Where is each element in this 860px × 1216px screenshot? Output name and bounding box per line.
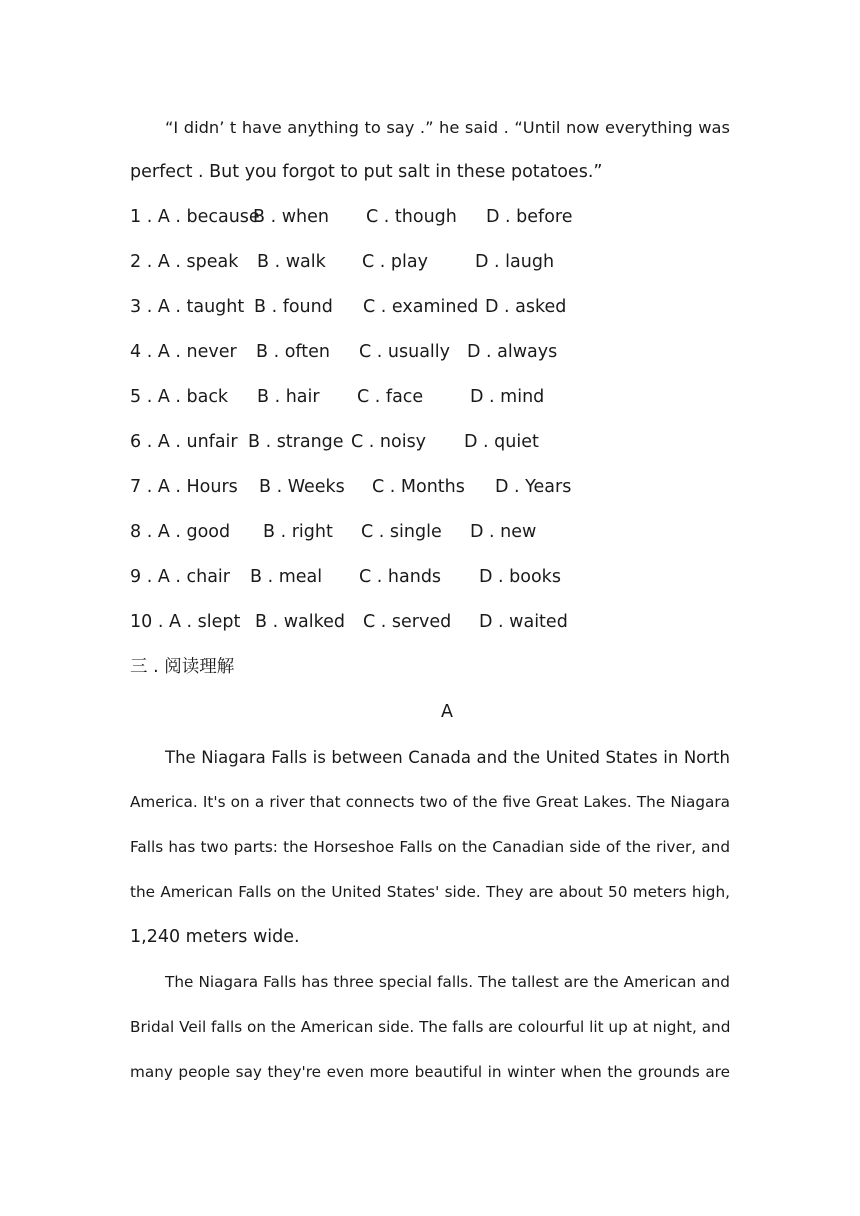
option-a: 4 . A . never <box>130 342 237 362</box>
option-a: 8 . A . good <box>130 522 231 542</box>
question-8 <box>130 510 730 555</box>
option-b: B . strange <box>248 432 344 452</box>
option-b: B . meal <box>250 567 323 587</box>
option-c: C . hands <box>359 567 442 587</box>
passage-p1-line-5: 1,240 meters wide. <box>130 927 300 947</box>
option-c: C . examined <box>363 297 479 317</box>
option-c: C . play <box>362 252 428 272</box>
option-a: 10 . A . slept <box>130 612 241 632</box>
question-5 <box>130 375 730 420</box>
option-d: D . mind <box>470 387 545 407</box>
option-d: D . books <box>479 567 561 587</box>
question-3 <box>130 285 730 330</box>
option-c: C . noisy <box>351 432 427 452</box>
passage-p1-line-4: the American Falls on the United States' side. They are about 50 meters high, <box>130 883 730 901</box>
dialogue-line-1: “I didn’ t have anything to say .” he said . “Until now everything was <box>165 118 730 137</box>
option-a: 5 . A . back <box>130 387 229 407</box>
option-d: D . always <box>467 342 558 362</box>
option-b: B . right <box>263 522 333 542</box>
question-9 <box>130 555 730 600</box>
option-d: D . laugh <box>475 252 555 272</box>
question-1 <box>130 195 730 240</box>
option-b: B . Weeks <box>259 477 345 497</box>
option-c: C . face <box>357 387 424 407</box>
option-c: C . though <box>366 207 457 227</box>
passage-p1-line-3: Falls has two parts: the Horseshoe Falls on the Canadian side of the river, and <box>130 838 730 856</box>
option-d: D . waited <box>479 612 568 632</box>
question-6 <box>130 420 730 465</box>
section-heading: 三 . 阅读理解 <box>130 657 235 677</box>
passage-label: A <box>441 702 453 722</box>
option-a: 7 . A . Hours <box>130 477 238 497</box>
question-2 <box>130 240 730 285</box>
passage-p2-line-2: Bridal Veil falls on the American side. The falls are colourful lit up at night, and <box>130 1018 731 1036</box>
question-10 <box>130 600 730 645</box>
option-b: B . hair <box>257 387 320 407</box>
option-b: B . when <box>253 207 329 227</box>
passage-p2-line-3: many people say they're even more beautiful in winter when the grounds are <box>130 1063 730 1081</box>
option-b: B . walk <box>257 252 326 272</box>
option-d: D . new <box>470 522 537 542</box>
option-a: 6 . A . unfair <box>130 432 238 452</box>
dialogue-line-2: perfect . But you forgot to put salt in these potatoes.” <box>130 162 603 182</box>
option-b: B . walked <box>255 612 345 632</box>
option-a: 2 . A . speak <box>130 252 239 272</box>
option-d: D . before <box>486 207 573 227</box>
option-a: 3 . A . taught <box>130 297 245 317</box>
option-a: 9 . A . chair <box>130 567 230 587</box>
passage-p1-line-2: America. It's on a river that connects two of the five Great Lakes. The Niagara <box>130 793 730 811</box>
option-b: B . found <box>254 297 333 317</box>
question-7 <box>130 465 730 510</box>
passage-p1-line-1: The Niagara Falls is between Canada and the United States in North <box>165 748 730 767</box>
option-c: C . usually <box>359 342 451 362</box>
option-d: D . asked <box>485 297 567 317</box>
option-d: D . Years <box>495 477 572 497</box>
option-c: C . served <box>363 612 452 632</box>
option-c: C . single <box>361 522 442 542</box>
question-4 <box>130 330 730 375</box>
passage-p2-line-1: The Niagara Falls has three special falls. The tallest are the American and <box>165 973 730 991</box>
option-c: C . Months <box>372 477 465 497</box>
option-a: 1 . A . because <box>130 207 260 227</box>
option-b: B . often <box>256 342 330 362</box>
option-d: D . quiet <box>464 432 539 452</box>
